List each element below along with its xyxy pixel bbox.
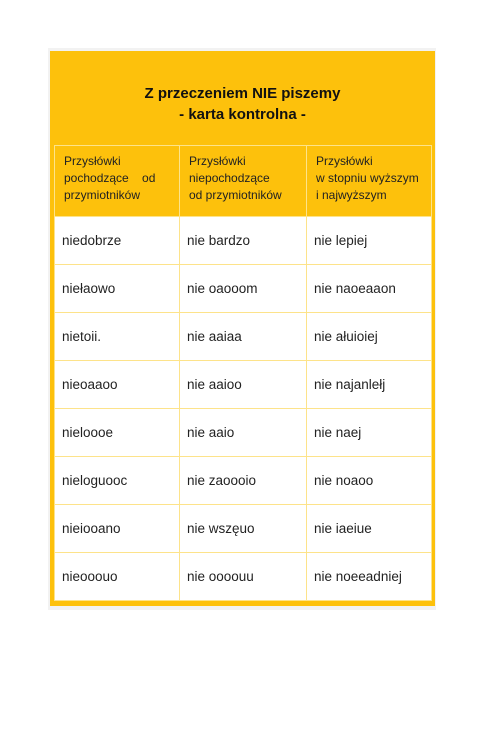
table-cell: nie aaio	[180, 409, 307, 457]
table-cell: nie naoeaaon	[307, 265, 432, 313]
control-card	[50, 51, 435, 606]
table-cell: nie noeeadniej	[307, 553, 432, 601]
table-cell: nieloguooc	[55, 457, 180, 505]
adverb-table	[54, 145, 432, 601]
table-cell: nietoii.	[55, 313, 180, 361]
table-cell: nie najanlełj	[307, 361, 432, 409]
table-cell: nie bardzo	[180, 217, 307, 265]
card-title	[54, 55, 431, 145]
table-cell: nie naej	[307, 409, 432, 457]
table-row	[55, 553, 432, 601]
table-row	[55, 361, 432, 409]
table-row	[55, 265, 432, 313]
card-title-line2: - karta kontrolna -	[179, 106, 306, 123]
table-cell: nie noaoo	[307, 457, 432, 505]
column-header-comparative: Przysłówki w stopniu wyższym i najwyższym	[307, 146, 432, 217]
table-row	[55, 313, 432, 361]
table-row	[55, 409, 432, 457]
table-cell: nieooouo	[55, 553, 180, 601]
table-cell: nieoaaoo	[55, 361, 180, 409]
table-cell: nie lepiej	[307, 217, 432, 265]
table-cell: nie oooouu	[180, 553, 307, 601]
table-cell: niełaowo	[55, 265, 180, 313]
table-cell: nieiooano	[55, 505, 180, 553]
table-cell: nie oaooom	[180, 265, 307, 313]
table-cell: nie iaeiue	[307, 505, 432, 553]
column-header-derived: Przysłówki pochodzące od przymiotników	[55, 146, 180, 217]
table-cell: nie wszęuo	[180, 505, 307, 553]
table-cell: nie zaoooio	[180, 457, 307, 505]
table-row	[55, 505, 432, 553]
table-cell: nie aaiaa	[180, 313, 307, 361]
table-cell: nie ałuioiej	[307, 313, 432, 361]
column-header-non-derived: Przysłówki niepochodzące od przymiotników	[180, 146, 307, 217]
card-title-line1: Z przeczeniem NIE piszemy	[144, 85, 341, 102]
table-row	[55, 457, 432, 505]
table-cell: niedobrze	[55, 217, 180, 265]
table-header-row	[55, 146, 432, 217]
table-cell: nie aaioo	[180, 361, 307, 409]
table-row	[55, 217, 432, 265]
table-cell: nieloooe	[55, 409, 180, 457]
